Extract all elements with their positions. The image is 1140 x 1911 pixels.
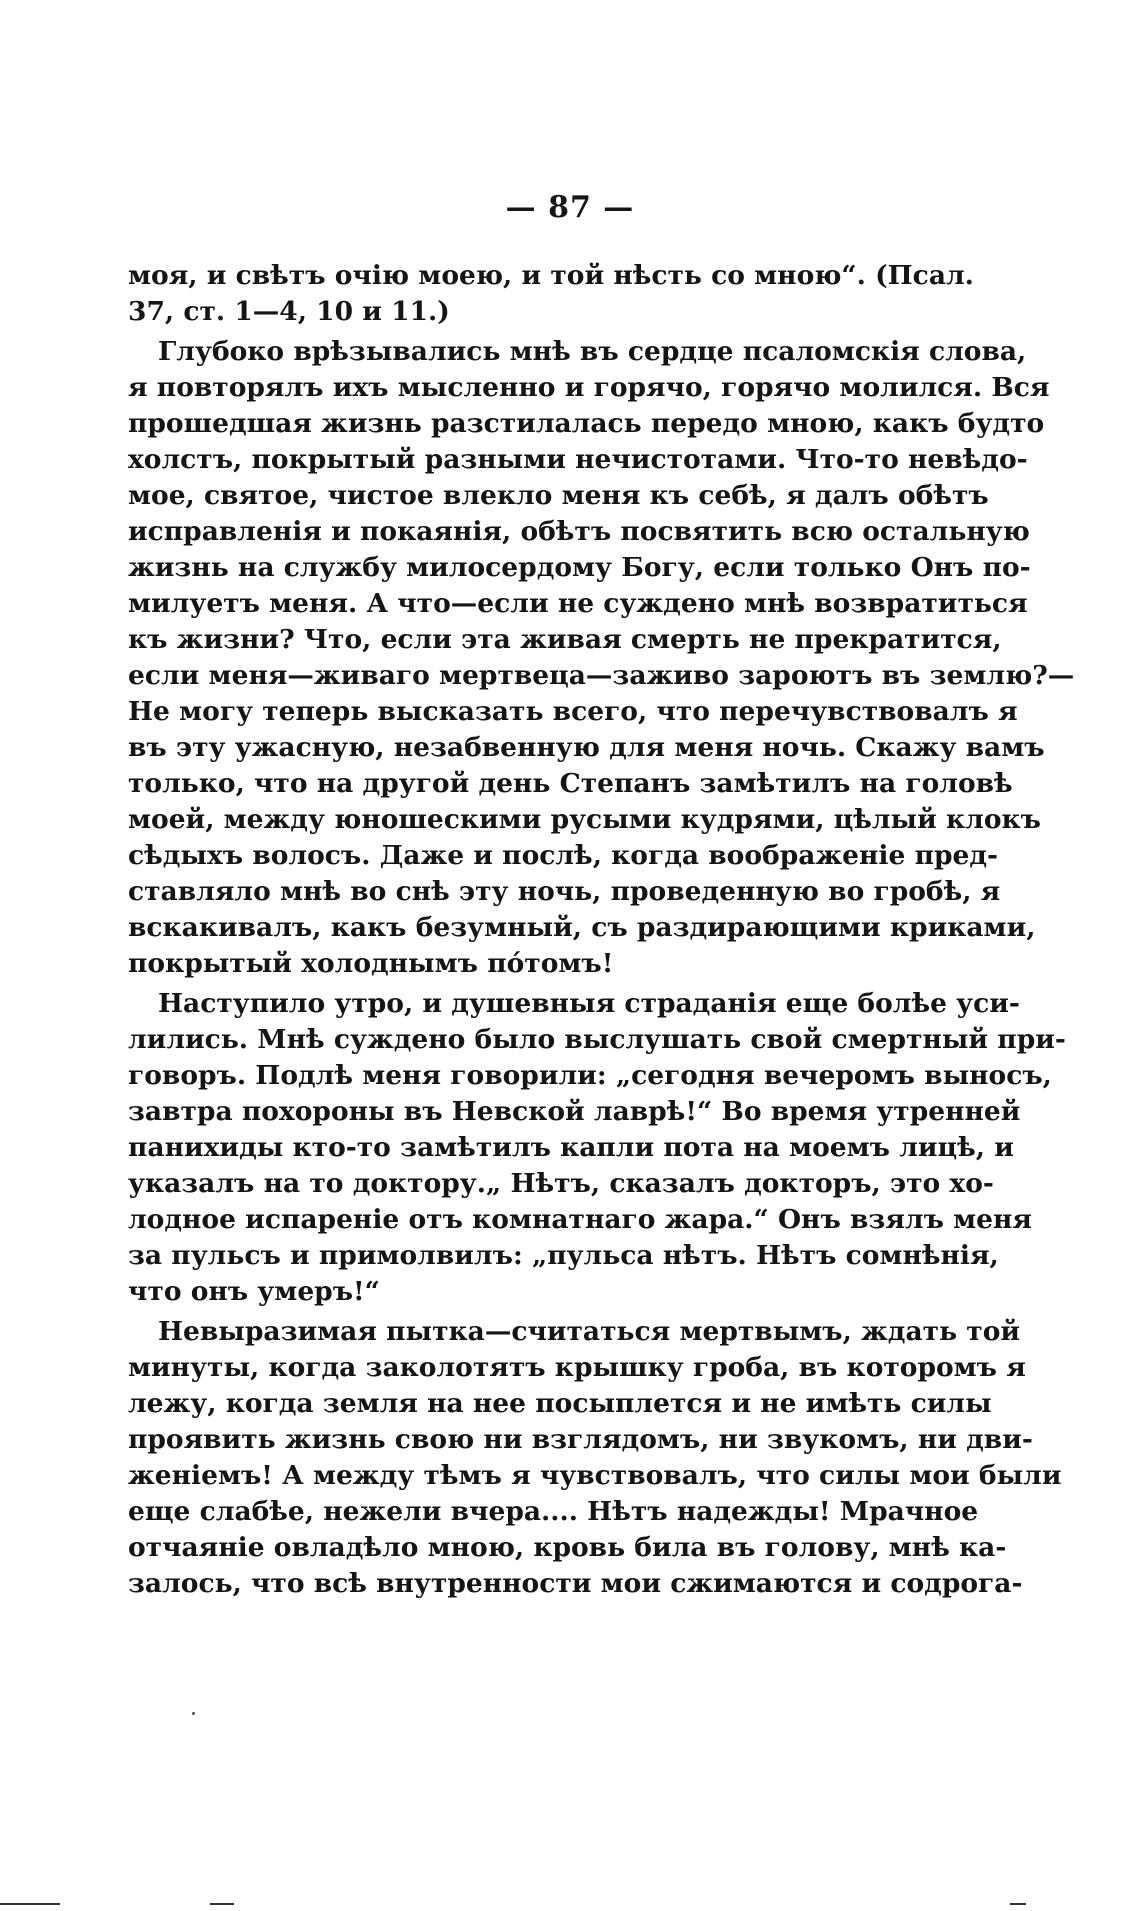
text-line: вскакивалъ, какъ безумный, съ раздирающими криками, xyxy=(128,912,1036,943)
scan-edge-mark xyxy=(0,1903,60,1905)
scan-edge-mark xyxy=(1010,1903,1026,1905)
text-line: Наступило утро, и душевныя страданія еще болѣе уси- xyxy=(158,988,1020,1019)
body-text xyxy=(128,258,1075,1602)
text-line: завтра похороны въ Невской лаврѣ!“ Во время утренней xyxy=(128,1096,1021,1127)
text-line: ставляло мнѣ во снѣ эту ночь, проведенную во гробѣ, я xyxy=(128,876,1001,907)
scan-edge-mark xyxy=(210,1903,234,1905)
page-number: — 87 — xyxy=(505,190,635,225)
text-line: минуты, когда заколотятъ крышку гроба, въ которомъ я xyxy=(128,1352,1026,1383)
text-line: еще слабѣе, нежели вчера.... Нѣтъ надежды! Мрачное xyxy=(128,1496,979,1527)
text-line: я повторялъ ихъ мысленно и горячо, горячо молился. Вся xyxy=(128,372,1050,403)
scan-speck xyxy=(192,1712,195,1715)
text-line: если меня—живаго мертвеца—заживо зароютъ въ землю?— xyxy=(128,660,1075,691)
text-line: говоръ. Подлѣ меня говорили: „сегодня вечеромъ выносъ, xyxy=(128,1060,1052,1091)
text-line: милуетъ меня. А что—если не суждено мнѣ возвратиться xyxy=(128,588,1028,619)
text-line: моя, и свѣтъ очію моею, и той нѣсть со мною“. (Псал. xyxy=(128,260,974,291)
text-line: исправленія и покаянія, обѣтъ посвятить всю остальную xyxy=(128,516,1030,547)
text-line: жизнь на службу милосердому Богу, если только Онъ по- xyxy=(128,552,1031,583)
paragraph xyxy=(128,258,974,330)
text-line: проявить жизнь свою ни взглядомъ, ни звукомъ, ни дви- xyxy=(128,1424,1033,1455)
text-line: Глубоко врѣзывались мнѣ въ сердце псаломскія слова, xyxy=(158,336,1027,367)
text-line: только, что на другой день Степанъ замѣтилъ на головѣ xyxy=(128,768,1013,799)
text-line: панихиды кто-то замѣтилъ капли пота на моемъ лицѣ, и xyxy=(128,1132,1014,1163)
text-line: лились. Мнѣ суждено было выслушать свой смертный при- xyxy=(128,1024,1066,1055)
text-line: Невыразимая пытка—считаться мертвымъ, ждать той xyxy=(158,1316,1021,1347)
text-line: мое, святое, чистое влекло меня къ себѣ, я далъ обѣтъ xyxy=(128,480,989,511)
paragraph xyxy=(128,986,1066,1310)
text-line: прошедшая жизнь разстилалась передо мною, какъ будто xyxy=(128,408,1045,439)
text-line: лодное испареніе отъ комнатнаго жара.“ Онъ взялъ меня xyxy=(128,1204,1033,1235)
text-line: 37, ст. 1—4, 10 и 11.) xyxy=(128,296,450,327)
text-line: въ эту ужасную, незабвенную для меня ночь. Скажу вамъ xyxy=(128,732,1045,763)
paragraph xyxy=(128,1314,1062,1602)
text-line: сѣдыхъ волосъ. Даже и послѣ, когда воображеніе пред- xyxy=(128,840,999,871)
text-line: указалъ на то доктору.„ Нѣтъ, сказалъ докторъ, это хо- xyxy=(128,1168,994,1199)
text-line: покрытый холоднымъ пóтомъ! xyxy=(128,948,614,979)
text-line: отчаяніе овладѣло мною, кровь била въ голову, мнѣ ка- xyxy=(128,1532,1007,1563)
text-line: холстъ, покрытый разными нечистотами. Что-то невѣдо- xyxy=(128,444,1028,475)
text-line: лежу, когда земля на нее посыплется и не имѣть силы xyxy=(128,1388,992,1419)
paragraph xyxy=(128,334,1075,982)
text-line: женіемъ! А между тѣмъ я чувствовалъ, что силы мои были xyxy=(128,1460,1062,1491)
text-line: къ жизни? Что, если эта живая смерть не прекратится, xyxy=(128,624,1002,655)
text-line: залось, что всѣ внутренности мои сжимаются и содрога- xyxy=(128,1568,1023,1599)
text-line: Не могу теперь высказать всего, что перечувствовалъ я xyxy=(128,696,1018,727)
text-line: что онъ умеръ!“ xyxy=(128,1276,380,1307)
text-line: за пульсъ и примолвилъ: „пульса нѣтъ. Нѣтъ сомнѣнія, xyxy=(128,1240,999,1271)
text-line: моей, между юношескими русыми кудрями, цѣлый клокъ xyxy=(128,804,1041,835)
